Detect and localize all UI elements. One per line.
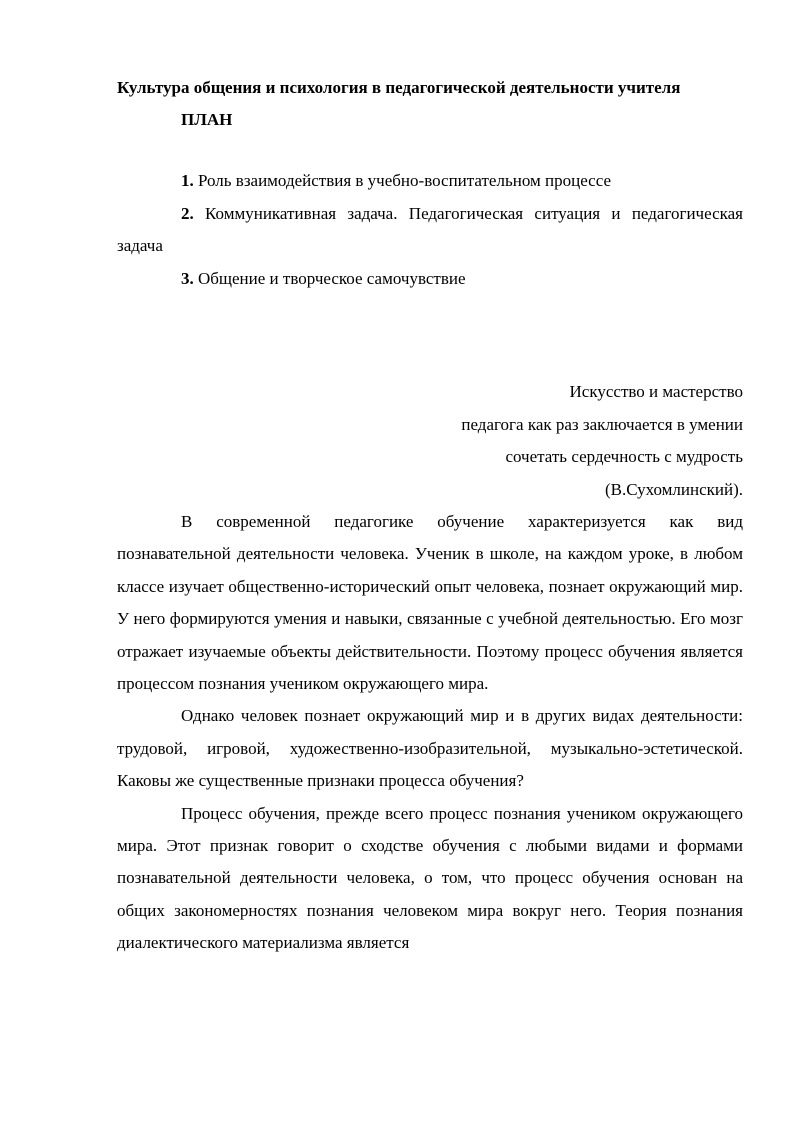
- plan-item-text: Коммуникативная задача. Педагогическая ситуация и педагогическая задача: [117, 203, 743, 255]
- plan-item-number: 3.: [181, 268, 194, 288]
- plan-item-2: [117, 198, 743, 263]
- epigraph-line: сочетать сердечность с мудрость: [505, 447, 743, 466]
- plan-item-number: 1.: [181, 171, 194, 190]
- epigraph-line: Искусство и мастерство: [569, 382, 743, 401]
- plan-heading: ПЛАН: [181, 110, 233, 129]
- body-paragraph: Процесс обучения, прежде всего процесс познания учеником окружающего мира. Этот признак говорит о сходстве обучения с любыми видами и формами познавательной деятельности человека, о том, что процесс обучения основан на общих закономерностях познания человеком мира вокруг него. Теория познания диалектического материализма является: [117, 803, 743, 953]
- epigraph-line: педагога как раз заключается в умении: [461, 414, 743, 434]
- plan-item-text: Общение и творческое самочувствие: [193, 268, 466, 288]
- body-paragraph: Однако человек познает окружающий мир и в других видах деятельности: трудовой, игровой, художественно-изобразительной, музыкально-эстетической. Каковы же существенные признаки процесса обучения?: [117, 706, 743, 791]
- plan-item-3: [117, 263, 743, 296]
- epigraph-author: (В.Сухомлинский).: [604, 479, 743, 499]
- document-page: [117, 72, 743, 960]
- plan-list: [117, 165, 743, 295]
- body-paragraph: В современной педагогике обучение характеризуется как вид познавательной деятельности человека. Ученик в школе, на каждом уроке, в любом классе изучает общественно-исторический опыт человека, познает окружающий мир. У него формируются умения и навыки, связанные с учебной деятельностью. Его мозг отражает изучаемые объекты действительности. Поэтому процесс обучения является процессом познания учеником окружающего мира.: [117, 512, 743, 694]
- plan-item-number: 2.: [181, 203, 194, 223]
- plan-item-1: [117, 165, 743, 198]
- document-title: Культура общения и психология в педагогической деятельности учителя: [117, 78, 681, 97]
- plan-item-text: Роль взаимодействия в учебно-воспитательном процессе: [193, 171, 612, 190]
- epigraph: [117, 376, 743, 506]
